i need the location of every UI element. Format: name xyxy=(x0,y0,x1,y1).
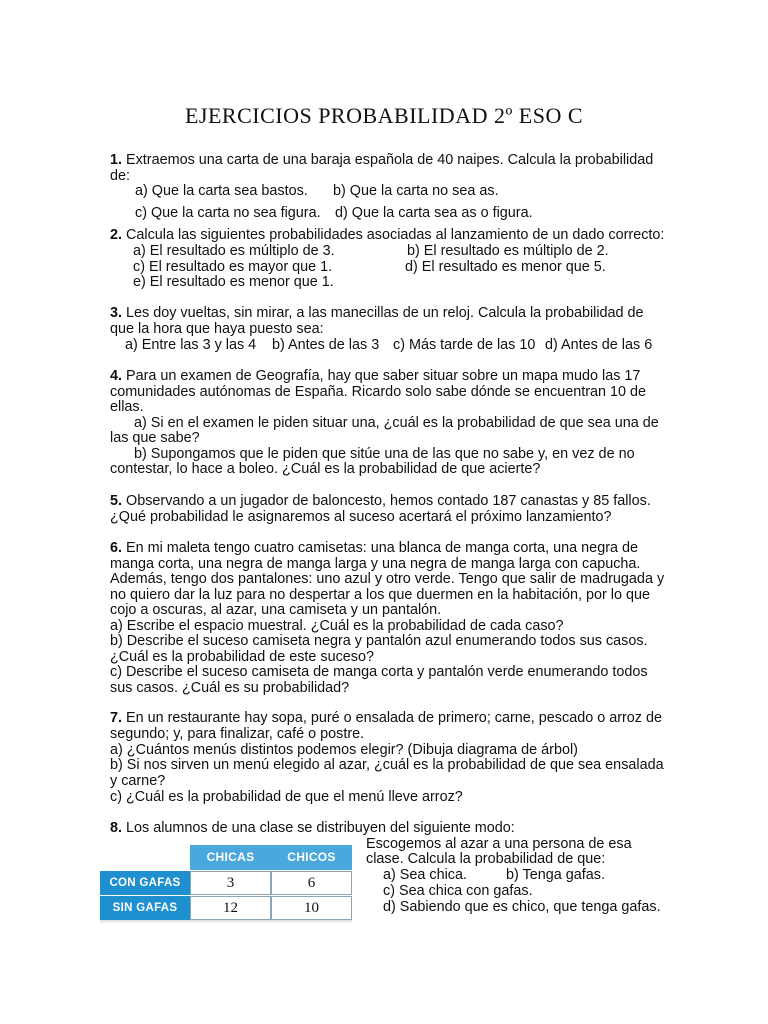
col-header-chicos: CHICOS xyxy=(271,845,352,870)
option-a: a) Si en el examen le piden situar una, ¿cuál es la probabilidad de que sea una de xyxy=(134,415,659,431)
row-header-sin-gafas: SIN GAFAS xyxy=(100,896,190,920)
question-number: 2. xyxy=(110,227,123,243)
option-b-cont: y carne? xyxy=(110,773,166,789)
option-c: c) El resultado es mayor que 1. xyxy=(133,259,333,275)
option-e: e) El resultado es menor que 1. xyxy=(133,274,334,290)
question-text-line: Además, tengo dos pantalones: uno azul y otro verde. Tengo que salir de madrugada y xyxy=(110,571,665,587)
question-text-line: de: xyxy=(110,168,131,184)
option-a: a) El resultado es múltiplo de 3. xyxy=(133,243,335,259)
table-cell: 6 xyxy=(271,871,352,895)
option-c: c) Más tarde de las 10 xyxy=(393,337,536,353)
question-text: Les doy vueltas, sin mirar, a las manecillas de un reloj. Calcula la probabilidad de xyxy=(122,305,644,321)
option-d: d) Que la carta sea as o figura. xyxy=(335,205,533,221)
option-b: b) Tenga gafas. xyxy=(506,867,605,883)
question-text: Los alumnos de una clase se distribuyen del siguiente modo: xyxy=(122,820,515,836)
question-number: 5. xyxy=(110,493,123,509)
contingency-table xyxy=(100,845,352,921)
question-1 xyxy=(110,152,653,168)
col-header-chicas: CHICAS xyxy=(190,845,271,870)
question-text: En mi maleta tengo cuatro camisetas: una blanca de manga corta, una negra de xyxy=(122,540,638,556)
question-text-line: cojo a oscuras, al azar, una camiseta y un pantalón. xyxy=(110,602,442,618)
option-b: b) El resultado es múltiplo de 2. xyxy=(407,243,609,259)
option-a-cont: las que sabe? xyxy=(110,430,200,446)
question-text: En un restaurante hay sopa, puré o ensalada de primero; carne, pescado o arroz de xyxy=(122,710,663,726)
question-text-line: Escogemos al azar a una persona de esa xyxy=(366,836,632,852)
question-text-line: clase. Calcula la probabilidad de que: xyxy=(366,851,606,867)
question-text-line: manga corta, una negra de manga larga y una negra de manga larga con capucha. xyxy=(110,556,641,572)
table-shadow xyxy=(100,920,352,924)
question-text: Calcula las siguientes probabilidades asociadas al lanzamiento de un dado correcto: xyxy=(122,227,665,243)
table-cell: 10 xyxy=(271,896,352,920)
option-a: a) ¿Cuántos menús distintos podemos elegir? (Dibuja diagrama de árbol) xyxy=(110,742,578,758)
option-a: a) Sea chica. xyxy=(383,867,467,883)
option-a: a) Entre las 3 y las 4 xyxy=(125,337,257,353)
question-number: 7. xyxy=(110,710,123,726)
option-a: a) Escribe el espacio muestral. ¿Cuál es la probabilidad de cada caso? xyxy=(110,618,564,634)
page-title: EJERCICIOS PROBABILIDAD 2º ESO C xyxy=(184,103,584,128)
question-number: 4. xyxy=(110,368,123,384)
question-number: 1. xyxy=(110,152,123,168)
question-text-line: ¿Qué probabilidad le asignaremos al suceso acertará el próximo lanzamiento? xyxy=(110,509,612,525)
question-text: Observando a un jugador de baloncesto, hemos contado 187 canastas y 85 fallos. xyxy=(122,493,651,509)
question-text: Extraemos una carta de una baraja española de 40 naipes. Calcula la probabilidad xyxy=(122,152,654,168)
question-2 xyxy=(110,227,664,243)
question-5 xyxy=(110,493,651,509)
option-d: d) Sabiendo que es chico, que tenga gafas. xyxy=(383,899,661,915)
option-d: d) Antes de las 6 xyxy=(545,337,653,353)
table-cell: 12 xyxy=(190,896,271,920)
question-text: Para un examen de Geografía, hay que saber situar sobre un mapa mudo las 17 xyxy=(122,368,641,384)
question-text-line: segundo; y, para finalizar, café o postre. xyxy=(110,726,365,742)
row-header-con-gafas: CON GAFAS xyxy=(100,871,190,895)
question-text-line: comunidades autónomas de España. Ricardo solo sabe dónde se encuentran 10 de xyxy=(110,384,647,400)
option-c: c) Describe el suceso camiseta de manga corta y pantalón verde enumerando todos xyxy=(110,664,648,680)
option-b-cont: ¿Cuál es la probabilidad de este suceso? xyxy=(110,649,374,665)
question-number: 6. xyxy=(110,540,123,556)
question-4 xyxy=(110,368,640,384)
question-7 xyxy=(110,710,662,726)
option-b: b) Supongamos que le piden que sitúe una de las que no sabe y, en vez de no xyxy=(134,446,635,462)
question-3 xyxy=(110,305,644,321)
option-a: a) Que la carta sea bastos. xyxy=(135,183,308,199)
question-number: 8. xyxy=(110,820,123,836)
question-text-line: ellas. xyxy=(110,399,144,415)
option-b: b) Antes de las 3 xyxy=(272,337,380,353)
question-8 xyxy=(110,820,515,836)
option-c: c) Que la carta no sea figura. xyxy=(135,205,321,221)
option-b-cont: contestar, lo hace a boleo. ¿Cuál es la probabilidad de que acierte? xyxy=(110,461,541,477)
option-c: c) ¿Cuál es la probabilidad de que el menú lleve arroz? xyxy=(110,789,463,805)
table-cell: 3 xyxy=(190,871,271,895)
option-b: b) Que la carta no sea as. xyxy=(333,183,499,199)
question-number: 3. xyxy=(110,305,123,321)
option-c: c) Sea chica con gafas. xyxy=(383,883,533,899)
question-text-line: que la hora que haya puesto sea: xyxy=(110,321,324,337)
question-6 xyxy=(110,540,638,556)
option-b: b) Si nos sirven un menú elegido al azar, ¿cuál es la probabilidad de que sea ensalada xyxy=(110,757,664,773)
option-b: b) Describe el suceso camiseta negra y pantalón azul enumerando todos sus casos. xyxy=(110,633,648,649)
option-d: d) El resultado es menor que 5. xyxy=(405,259,606,275)
question-text-line: no quiero dar la luz para no despertar a los que duermen en la habitación, por lo que xyxy=(110,587,651,603)
option-c-cont: sus casos. ¿Cuál es su probabilidad? xyxy=(110,680,350,696)
